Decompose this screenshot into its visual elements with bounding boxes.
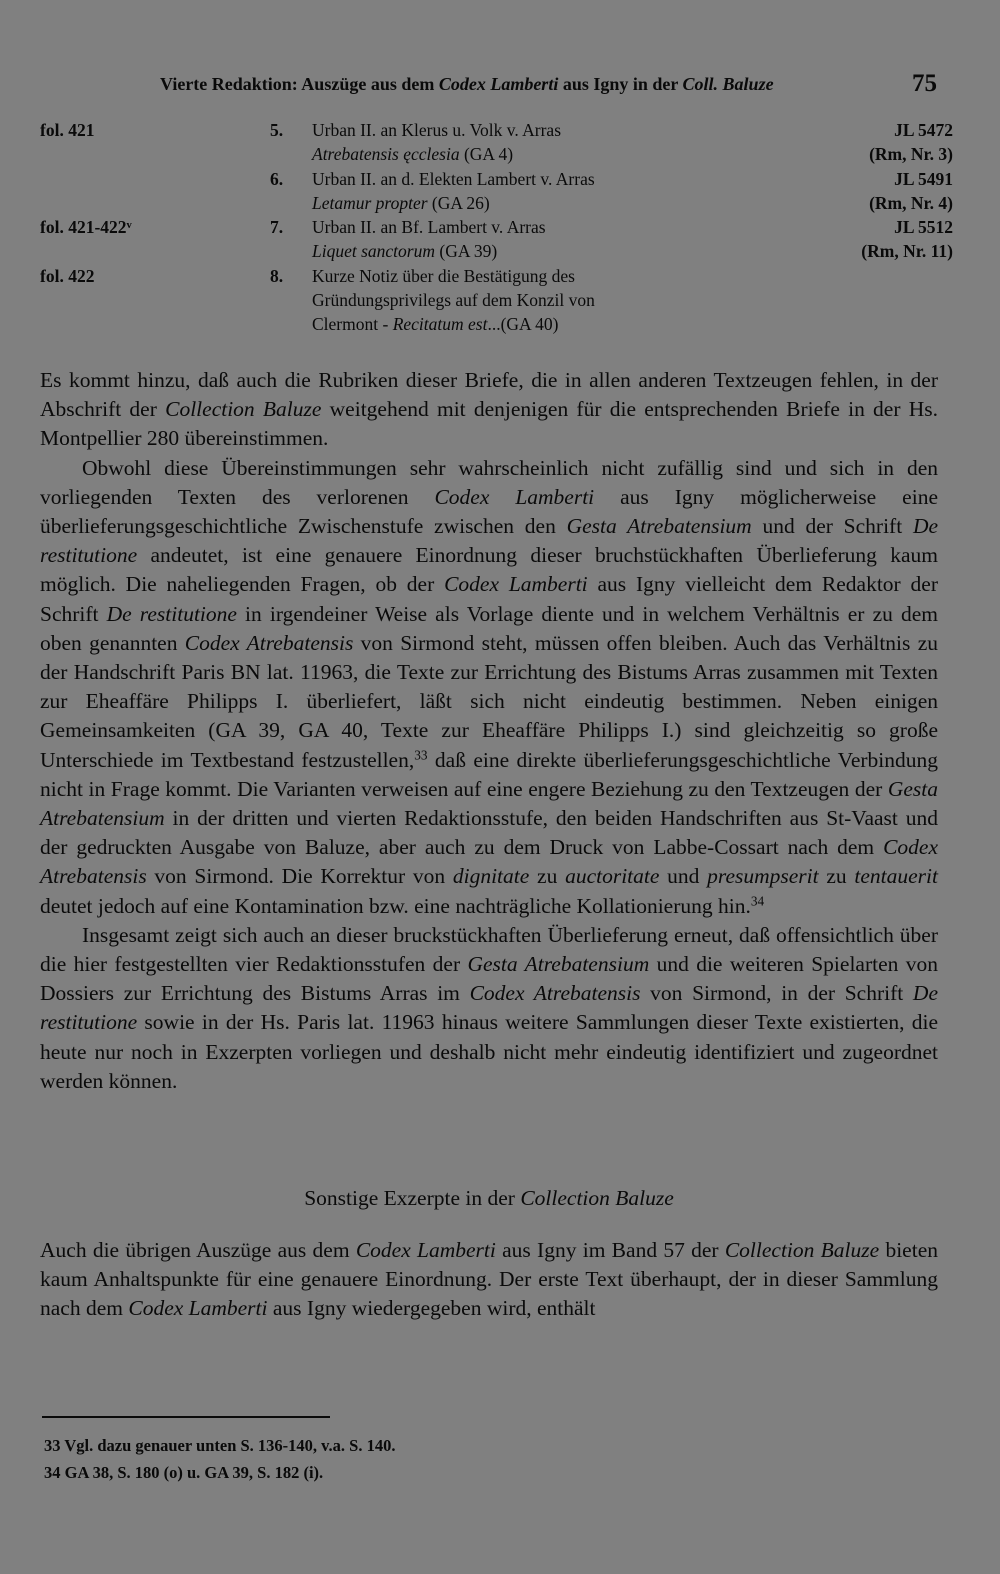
running-head-italic: Coll. Baluze xyxy=(682,74,774,94)
entry-text: Clermont - xyxy=(312,314,393,335)
entry-title: Urban II. an Klerus u. Volk v. Arras xyxy=(312,120,562,140)
folio-label: fol. 421-422ᵛ xyxy=(40,217,132,238)
list-item xyxy=(38,118,953,142)
list-item xyxy=(38,215,953,239)
list-item xyxy=(38,264,953,288)
entry-title: Urban II. an Bf. Lambert v. Arras xyxy=(312,217,546,238)
entry-number: 7. xyxy=(270,217,284,238)
running-head-text: aus Igny in der xyxy=(558,74,683,94)
running-head-italic: Codex Lamberti xyxy=(438,74,559,94)
entry-incipit xyxy=(312,239,497,263)
footnotes xyxy=(44,1432,395,1486)
folio-label: fol. 422 xyxy=(40,265,95,286)
footnote-ref: 34 xyxy=(750,893,765,909)
incipit-italic: Liquet sanctorum xyxy=(312,241,435,262)
entry-incipit xyxy=(312,191,490,215)
entry-title: Kurze Notiz über die Bestätigung des xyxy=(312,265,575,286)
jl-reference: JL 5512 xyxy=(894,217,953,238)
list-item xyxy=(38,239,953,263)
main-text xyxy=(40,366,938,1096)
ga-ref: (GA 26) xyxy=(427,192,490,213)
footnote-33: 33 Vgl. dazu genauer unten S. 136-140, v.a. S. 140. xyxy=(44,1436,396,1455)
list-item xyxy=(38,288,953,312)
footnote-34: 34 GA 38, S. 180 (o) u. GA 39, S. 182 (i). xyxy=(44,1463,324,1482)
main-text-continued xyxy=(40,1236,938,1324)
entry-number: 6. xyxy=(270,168,284,189)
entry-number: 8. xyxy=(270,265,284,286)
letter-list xyxy=(38,118,953,337)
list-item xyxy=(38,167,953,191)
folio-label: fol. 421 xyxy=(40,120,95,140)
section-heading: Sonstige Exzerpte in der Collection Baluze xyxy=(304,1186,674,1210)
page-number: 75 xyxy=(912,70,937,97)
entry-title-continued xyxy=(312,312,558,336)
paragraph: Insgesamt zeigt sich auch an dieser bruckstückhaften Überlieferung erneut, daß offensichtlich über die hier festgestellten vier Redaktionsstufen der Gesta Atrebatensium und die weiteren Spielarten von Dossiers zur Errichtung des Bistums Arras im Codex Atrebatensis von Sirmond, in der Schrift De restitutione sowie in der Hs. Paris lat. 11963 hinaus weitere Sammlungen dieser Texte existierten, die heute nur noch in Exzerpten vorliegen und deshalb nicht mehr eindeutig identifiziert und zugeordnet werden können. xyxy=(40,922,938,1093)
footnote-ref: 33 xyxy=(414,747,428,763)
incipit-italic: Recitatum est xyxy=(392,314,488,335)
list-item xyxy=(38,191,953,215)
entry-incipit xyxy=(312,142,513,166)
rm-reference: (Rm, Nr. 3) xyxy=(869,144,953,165)
paragraph: Obwohl diese Übereinstimmungen sehr wahrscheinlich nicht zufällig sind und sich in den vorliegenden Texten des verlorenen Codex Lamberti aus Igny möglicherweise eine überlieferungsgeschichtliche Zwischenstufe zwischen den Gesta Atrebatensium und der Schrift De restitutione andeutet, ist eine genauere Einordnung dieser bruchstückhaften Überlieferung kaum möglich. Die naheliegenden Fragen, ob der Codex Lamberti aus Igny vielleicht dem Redaktor der Schrift De restitutione in irgendeiner Weise als Vorlage diente und in welchem Verhältnis er zu dem oben genannten Codex Atrebatensis von Sirmond steht, müssen offen bleiben. Auch das Verhältnis zu der Handschrift Paris BN lat. 11963, die Texte zur Errichtung des Bistums Arras zusammen mit Texten zur Eheaffäre Philipps I. überliefert, läßt sich nicht eindeutig bestimmen. Neben einigen Gemeinsamkeiten (GA 39, GA 40, Texte zur Eheaffäre Philipps I.) sind gleichzeitig so große Unterschiede im Textbestand festzustellen,$^{33}$ daß eine direkte überlieferungsgeschichtliche Verbindung nicht in Frage kommt. Die Varianten verweisen auf eine engere Beziehung zu den Textzeugen der Gesta Atrebatensium in der dritten und vierten Redaktionsstufe, den beiden Handschriften aus St-Vaast und der gedruckten Ausgabe von Baluze, aber auch zu dem Druck von Labbe-Cossart nach dem Codex Atrebatensis von Sirmond. Die Korrektur von dignitate zu auctoritate und presumpserit zu tentauerit deutet jedoch auf eine Kontamination bzw. eine nachträgliche Kollationierung hin.$^{34}$ xyxy=(40,455,939,918)
footnote-divider xyxy=(42,1416,330,1418)
running-head xyxy=(160,74,774,95)
jl-reference: JL 5491 xyxy=(894,168,953,189)
jl-reference: JL 5472 xyxy=(894,120,953,140)
entry-title-continued: Gründungsprivilegs auf dem Konzil von xyxy=(312,290,595,311)
ga-ref: (GA 39) xyxy=(435,241,498,262)
entry-number: 5. xyxy=(270,120,284,140)
ga-ref: (GA 4) xyxy=(459,144,514,165)
paragraph: Es kommt hinzu, daß auch die Rubriken dieser Briefe, die in allen anderen Textzeugen fehlen, in der Abschrift der Collection Baluze weitgehend mit denjenigen für die entsprechenden Briefe in der Hs. Montpellier 280 übereinstimmen. xyxy=(40,368,938,451)
ga-ref: ...(GA 40) xyxy=(487,314,559,335)
incipit-italic: Letamur propter xyxy=(312,192,428,213)
rm-reference: (Rm, Nr. 4) xyxy=(869,192,953,213)
list-item xyxy=(38,312,953,336)
incipit-italic: Atrebatensis ęcclesia xyxy=(312,144,460,165)
list-item xyxy=(38,142,953,166)
paragraph: Auch die übrigen Auszüge aus dem Codex Lamberti aus Igny im Band 57 der Collection Baluze bieten kaum Anhaltspunkte für eine genauere Einordnung. Der erste Text überhaupt, der in dieser Sammlung nach dem Codex Lamberti aus Igny wiedergegeben wird, enthält xyxy=(40,1238,938,1321)
running-head-text: Vierte Redaktion: Auszüge aus dem xyxy=(160,74,439,94)
rm-reference: (Rm, Nr. 11) xyxy=(861,241,953,262)
entry-title: Urban II. an d. Elekten Lambert v. Arras xyxy=(312,168,595,189)
